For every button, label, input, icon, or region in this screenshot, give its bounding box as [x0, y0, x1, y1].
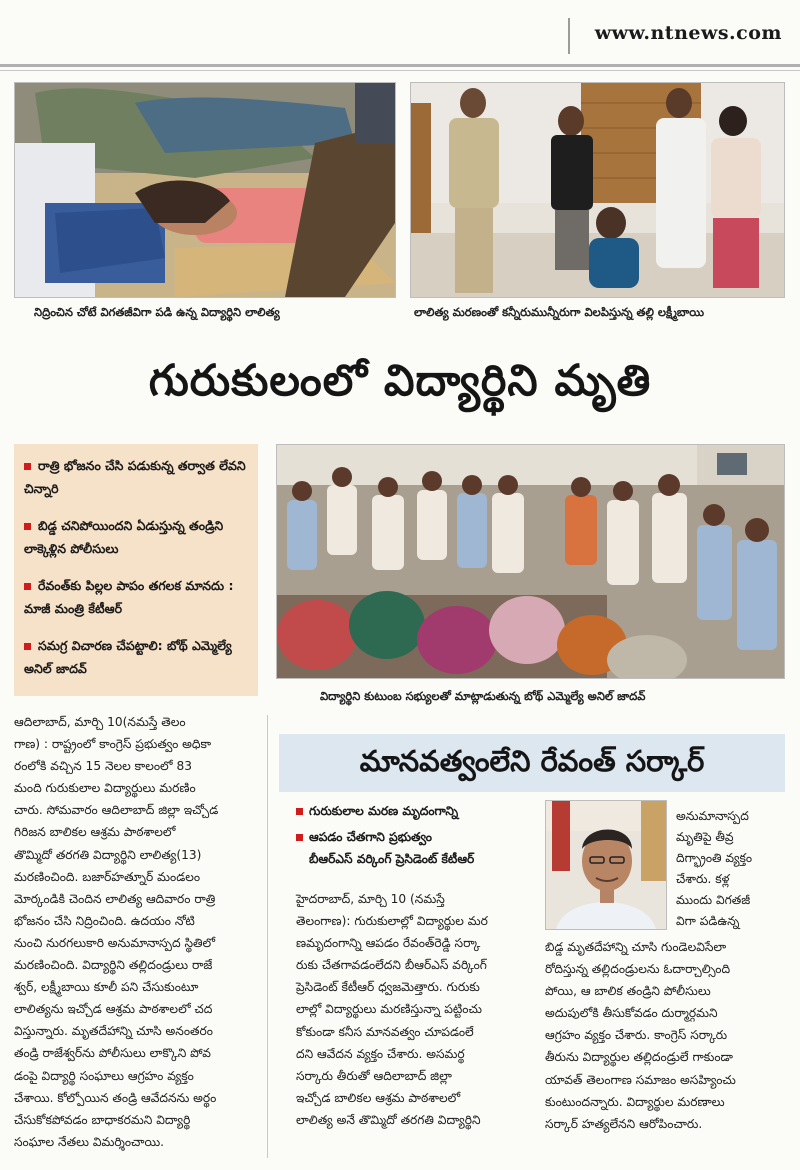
story-line: శ్వర్, లక్ష్మీబాయి కూలీ పని చేసుకుంటూ	[14, 980, 199, 995]
story-line: గిరిజన బాలికల ఆశ్రమ పాఠశాలలో	[14, 825, 176, 840]
story-line: మరణించింది. బజార్‌హత్నూర్ మండలం	[14, 869, 201, 884]
sub-highlight-item: ఆపడం చేతగాని ప్రభుత్వం	[296, 826, 546, 848]
bullet-icon	[296, 834, 303, 841]
highlight-item: బిడ్డ చనిపోయిందని ఏడుస్తున్న తండ్రిని లాక్కెళ్లిన పోలీసులు	[24, 518, 224, 556]
story-line: గాణ) : రాష్ట్రంలో కాంగ్రెస్ ప్రభుత్వం అధికా	[14, 737, 212, 752]
story-line: డంపై విద్యార్థి సంఘాలు ఆగ్రహం వ్యక్తం	[14, 1068, 194, 1083]
highlight-item: సమగ్ర విచారణ చేపట్టాలి: బోథ్ ఎమ్మెల్యే అనిల్ జాదవ్	[24, 638, 232, 676]
header-rule	[0, 64, 800, 67]
main-story	[14, 711, 259, 1153]
story-line: లాలిత్యను ఇచ్చోడ ఆశ్రమ పాఠశాలలో చద	[14, 1002, 213, 1017]
highlight-item: రేవంత్‌కు పిల్లల పాపం తగలక మానదు : మాజీ మంత్రి కేటీఆర్	[24, 578, 234, 616]
story-line: చారు. సోమవారం ఆదిలాబాద్ జిల్లా ఇచ్చోడ	[14, 803, 219, 818]
story-line: తొమ్మిదో తరగతి విద్యార్థిని లాలిత్య(13)	[14, 847, 202, 862]
sub-highlights	[296, 800, 546, 870]
photo-ktr	[545, 800, 667, 930]
story-line: రంలోకి వచ్చిన 15 నెలల కాలంలో 83	[14, 759, 192, 774]
sub-highlight-item: గురుకులాల మరణ మృదంగాన్ని	[296, 800, 546, 822]
sub-story-right-top: అనుమానాస్పద మృతిపై తీవ్ర దిగ్భ్రాంతి వ్యక్తం చేశారు. కళ్ల ముందు విగతజీ విగా పడిఉన్న	[676, 809, 753, 928]
bullet-icon	[24, 643, 31, 650]
main-headline: గురుకులంలో విద్యార్థిని మృతి	[148, 356, 652, 406]
story-line: చేసుకోకపోవడం బాధాకరమని విద్యార్థి	[14, 1112, 191, 1127]
story-line: ఆదిలాబాద్, మార్చి 10(నమస్తే తెలం	[14, 715, 186, 729]
highlights-box	[14, 444, 258, 696]
photo-caption-crowd: విద్యార్థిని కుటుంబ సభ్యులతో మాట్లాడుతున్న బోథ్ ఎమ్మెల్యే అనిల్ జాదవ్	[320, 689, 646, 703]
photo-mother-weeping	[410, 82, 785, 298]
bullet-icon	[24, 583, 31, 590]
photo-mla-with-family	[276, 444, 785, 679]
sub-highlight-item: బీఆర్‌ఎస్ వర్కింగ్ ప్రెసిడెంట్ కేటీఆర్	[309, 852, 475, 866]
story-line: మోర్కండికి చెందిన లాలిత్య ఆదివారం రాత్రి	[14, 891, 216, 906]
story-line: విస్తున్నారు. మృతదేహాన్ని చూసి అనంతరం	[14, 1024, 213, 1039]
sub-story-left: హైదరాబాద్, మార్చి 10 (నమస్తే తెలంగాణ): గురుకులాల్లో విద్యార్థుల మర ణమృదంగాన్ని ఆపడం రేవంత్‌రెడ్డి సర్కా రుకు చేతగావడంలేదని బీఆర్‌ఎస్ వర్కింగ్ ప్రెసిడెంట్ కేటీఆర్ ధ్వజమెత్తారు. గురుకు లాల్లో విద్యార్థులు మరణిస్తున్నా పట్టించు కోకుండా కనీస మానవత్వం చూపడంలే దని ఆవేదన వ్యక్తం చేశారు. అసమర్థ సర్కారు తీరుతో ఆదిలాబాద్ జిల్లా ఇచ్చోడ బాలికల ఆశ్రమ పాఠశాలలో లాలిత్య అనే తొమ్మిదో తరగతి విద్యార్థిని	[296, 892, 488, 1127]
masthead-divider	[568, 18, 570, 54]
bullet-icon	[24, 463, 31, 470]
header-rule-thin	[0, 70, 800, 71]
photo-caption-right: లాలిత్య మరణంతో కన్నీరుమున్నీరుగా విలపిస్తున్న తల్లి లక్ష్మీబాయి	[414, 305, 705, 319]
story-line: తండ్రి రాజేశ్వర్‌ను పోలీసులు లాక్కొని పోవ	[14, 1046, 211, 1061]
photo-student-lying	[14, 82, 396, 298]
story-line: నుంచి నురగలుకారి అనుమానాస్పద స్థితిలో	[14, 935, 216, 950]
sub-headline: మానవత్వంలేని రేవంత్ సర్కార్	[359, 744, 705, 778]
photo-caption-left: నిద్రించిన చోటే విగతజీవిగా పడి ఉన్న విద్యార్థిని లాలిత్య	[34, 305, 280, 319]
bullet-icon	[296, 808, 303, 815]
story-line: సంఘాల నేతలు విమర్శించాయి.	[14, 1134, 165, 1149]
highlight-item: రాత్రి భోజనం చేసి పడుకున్న తర్వాత లేవని చిన్నారి	[24, 458, 246, 496]
sub-story-right: బిడ్డ మృతదేహాన్ని చూసి గుండెలవిసేలా రోదిస్తున్న తల్లిదండ్రులను ఓదార్చాల్సింది పోయి, ఆ బాలిక తండ్రిని పోలీసులు అదుపులోకి తీసుకోవడం దుర్మార్గమని ఆగ్రహం వ్యక్తం చేశారు. కాంగ్రెస్ సర్కారు తీరును విద్యార్థుల తల్లిదండ్రులే గాకుండా యావత్ తెలంగాణ సమాజం అసహ్యించు కుంటుందన్నారు. విద్యార్థుల మరణాలు సర్కార్ హత్యలేనని ఆరోపించారు.	[545, 940, 736, 1131]
story-line: మంది గురుకులాల విద్యార్థులు మరణిం	[14, 781, 196, 796]
column-divider	[267, 715, 268, 1158]
story-line: చేశాయి. కోల్పోయిన తండ్రి ఆవేదనను అర్థం	[14, 1090, 217, 1105]
site-url: www.ntnews.com	[594, 22, 782, 44]
story-line: మరణించింది. విద్యార్థిని తల్లిదండ్రులు రాజే	[14, 958, 213, 973]
story-line: భోజనం చేసి నిద్రించింది. ఉదయం నోటి	[14, 913, 195, 928]
bullet-icon	[24, 523, 31, 530]
